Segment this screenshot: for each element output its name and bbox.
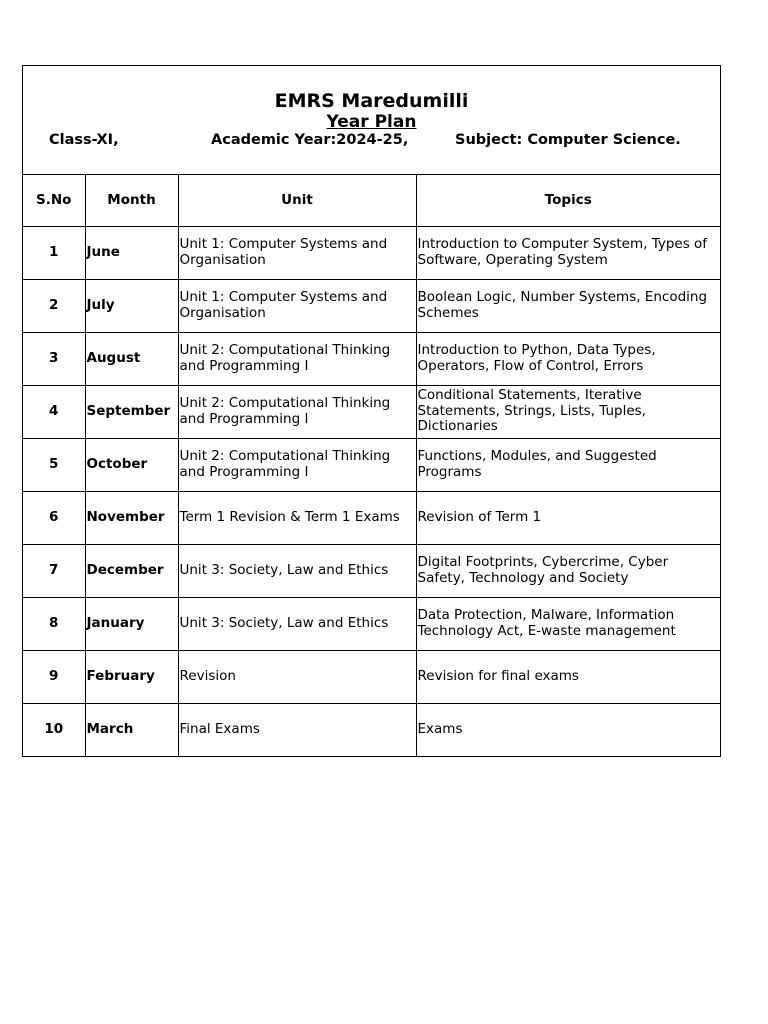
sno-cell: 5 xyxy=(23,438,85,491)
month-cell: June xyxy=(85,226,178,279)
unit-cell: Unit 1: Computer Systems and Organisation xyxy=(178,279,416,332)
year-plan-sheet xyxy=(22,65,721,757)
topics-cell: Conditional Statements, Iterative Statements, Strings, Lists, Tuples, Dictionaries xyxy=(416,385,720,438)
topics-cell: Exams xyxy=(416,703,720,756)
topics-cell: Digital Footprints, Cybercrime, Cyber Safety, Technology and Society xyxy=(416,544,720,597)
unit-cell: Unit 3: Society, Law and Ethics xyxy=(178,544,416,597)
sno-cell: 10 xyxy=(23,703,85,756)
unit-cell: Unit 2: Computational Thinking and Programming I xyxy=(178,385,416,438)
topics-cell: Data Protection, Malware, Information Technology Act, E-waste management xyxy=(416,597,720,650)
document-header xyxy=(23,66,720,175)
sno-cell: 1 xyxy=(23,226,85,279)
table-row xyxy=(23,438,720,491)
month-cell: March xyxy=(85,703,178,756)
month-cell: February xyxy=(85,650,178,703)
month-cell: November xyxy=(85,491,178,544)
month-cell: October xyxy=(85,438,178,491)
unit-cell: Unit 1: Computer Systems and Organisation xyxy=(178,226,416,279)
topics-cell: Revision of Term 1 xyxy=(416,491,720,544)
sno-cell: 2 xyxy=(23,279,85,332)
month-cell: July xyxy=(85,279,178,332)
sno-cell: 3 xyxy=(23,332,85,385)
column-header-unit: Unit xyxy=(178,175,416,226)
table-row xyxy=(23,544,720,597)
column-header-month: Month xyxy=(85,175,178,226)
table-row xyxy=(23,703,720,756)
school-name: EMRS Maredumilli xyxy=(274,90,469,112)
month-cell: September xyxy=(85,385,178,438)
class-label: Class-XI, xyxy=(49,132,119,148)
table-row xyxy=(23,597,720,650)
unit-cell: Unit 3: Society, Law and Ethics xyxy=(178,597,416,650)
topics-cell: Boolean Logic, Number Systems, Encoding Schemes xyxy=(416,279,720,332)
table-row xyxy=(23,385,720,438)
table-row xyxy=(23,491,720,544)
column-header-sno: S.No xyxy=(23,175,85,226)
table-header-row xyxy=(23,175,720,226)
unit-cell: Revision xyxy=(178,650,416,703)
table-row xyxy=(23,226,720,279)
academic-year: Academic Year:2024-25, xyxy=(211,132,409,148)
sno-cell: 9 xyxy=(23,650,85,703)
plan-title: Year Plan xyxy=(326,112,417,132)
subject-label: Subject: Computer Science. xyxy=(455,132,681,148)
topics-cell: Introduction to Computer System, Types of Software, Operating System xyxy=(416,226,720,279)
sno-cell: 4 xyxy=(23,385,85,438)
sno-cell: 7 xyxy=(23,544,85,597)
sno-cell: 6 xyxy=(23,491,85,544)
month-cell: December xyxy=(85,544,178,597)
topics-cell: Introduction to Python, Data Types, Operators, Flow of Control, Errors xyxy=(416,332,720,385)
year-plan-table xyxy=(23,175,720,756)
unit-cell: Term 1 Revision & Term 1 Exams xyxy=(178,491,416,544)
sno-cell: 8 xyxy=(23,597,85,650)
month-cell: January xyxy=(85,597,178,650)
unit-cell: Unit 2: Computational Thinking and Programming I xyxy=(178,438,416,491)
topics-cell: Revision for final exams xyxy=(416,650,720,703)
table-row xyxy=(23,279,720,332)
topics-cell: Functions, Modules, and Suggested Programs xyxy=(416,438,720,491)
table-row xyxy=(23,332,720,385)
month-cell: August xyxy=(85,332,178,385)
unit-cell: Final Exams xyxy=(178,703,416,756)
unit-cell: Unit 2: Computational Thinking and Programming I xyxy=(178,332,416,385)
column-header-topics: Topics xyxy=(416,175,720,226)
table-row xyxy=(23,650,720,703)
